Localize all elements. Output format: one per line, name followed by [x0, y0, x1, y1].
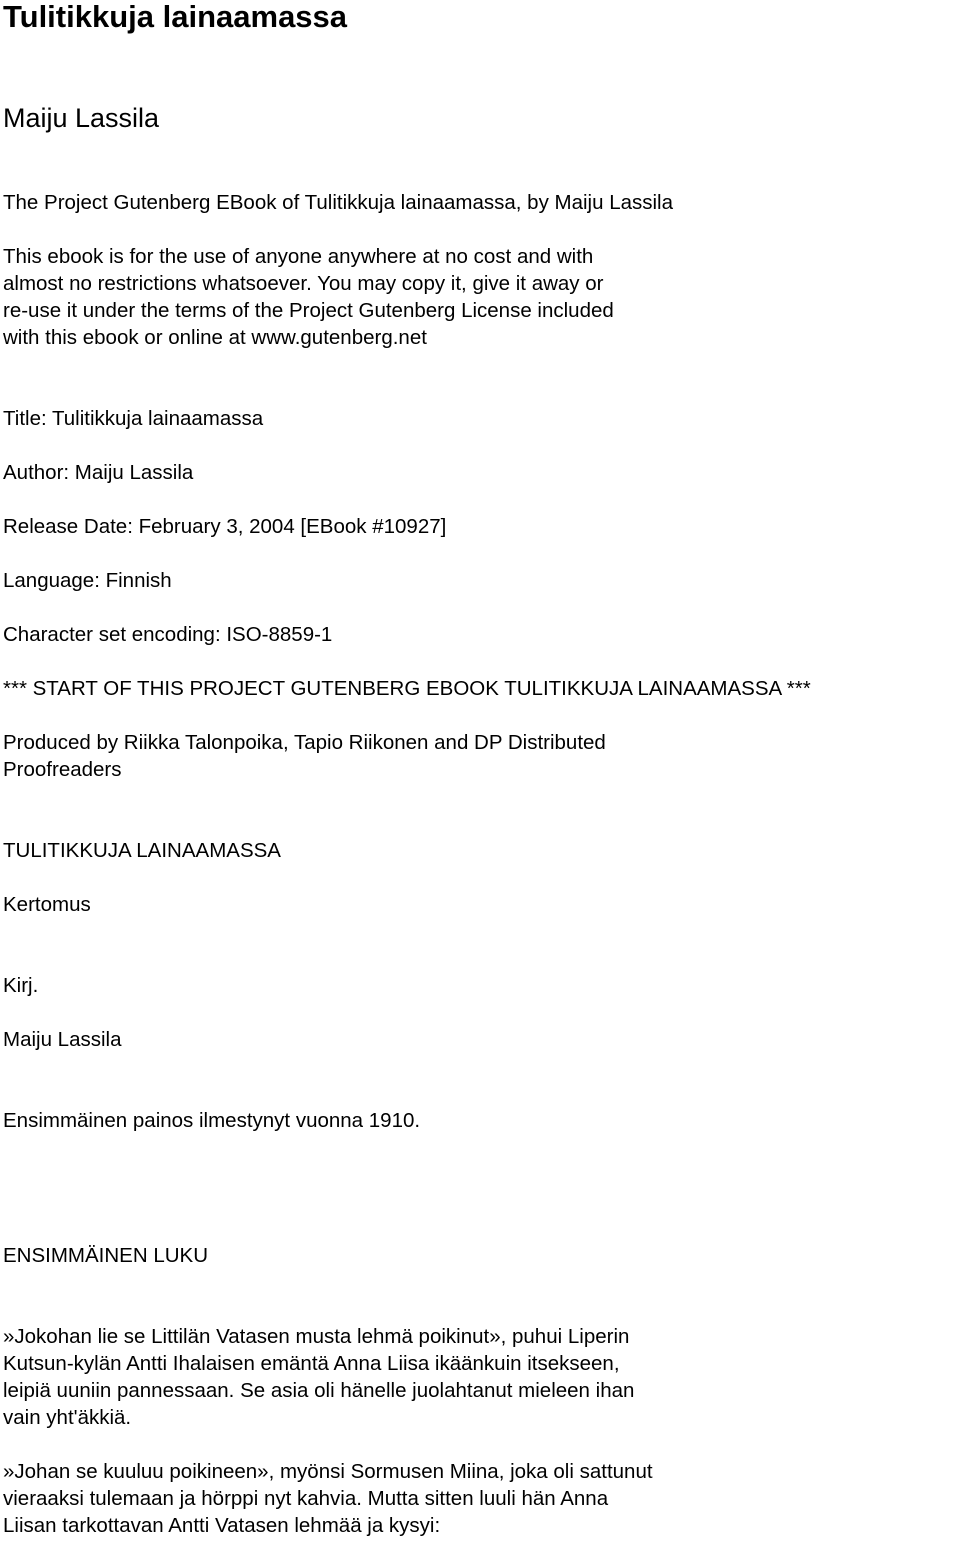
meta-author: Author: Maiju Lassila — [3, 461, 194, 484]
license-paragraph: This ebook is for the use of anyone anywhere at no cost and with almost no restrictions whatsoever. You may copy it, give it away or re-use it under the terms of the Project Gutenberg License included with this ebook or online at www.gutenberg.net — [3, 245, 614, 349]
kirj-label: Kirj. — [3, 974, 39, 997]
chapter-heading: ENSIMMÄINEN LUKU — [3, 1244, 209, 1267]
start-marker: *** START OF THIS PROJECT GUTENBERG EBOOK TULITIKKUJA LAINAAMASSA *** — [3, 677, 811, 700]
meta-title: Title: Tulitikkuja lainaamassa — [3, 407, 264, 430]
author-heading: Maiju Lassila — [3, 103, 160, 133]
document-title: Tulitikkuja lainaamassa — [3, 0, 348, 34]
paragraph-1: »Jokohan lie se Littilän Vatasen musta lehmä poikinut», puhui Liperin Kutsun-kylän Antti Ihalaisen emäntä Anna Liisa ikäänkuin itsekseen, leipiä uuniin pannessaan. Se asia oli hänelle juolahtanut mieleen ihan vain yht'äkkiä. — [3, 1325, 635, 1429]
produced-by: Produced by Riikka Talonpoika, Tapio Riikonen and DP Distributed Proofreaders — [3, 731, 606, 781]
book-title-caps: TULITIKKUJA LAINAAMASSA — [3, 839, 281, 862]
paragraph-2: »Johan se kuuluu poikineen», myönsi Sormusen Miina, joka oli sattunut vieraaksi tulemaan ja hörppi nyt kahvia. Mutta sitten luuli hän Anna Liisan tarkottavan Antti Vatasen lehmää ja kysyi: — [3, 1460, 653, 1537]
edition-note: Ensimmäinen painos ilmestynyt vuonna 1910. — [3, 1109, 421, 1132]
meta-language: Language: Finnish — [3, 569, 172, 592]
meta-encoding: Character set encoding: ISO-8859-1 — [3, 623, 333, 646]
ebook-line: The Project Gutenberg EBook of Tulitikkuja lainaamassa, by Maiju Lassila — [3, 191, 674, 214]
subtitle: Kertomus — [3, 893, 91, 916]
meta-release-date: Release Date: February 3, 2004 [EBook #10927] — [3, 515, 447, 538]
author-line: Maiju Lassila — [3, 1028, 122, 1051]
